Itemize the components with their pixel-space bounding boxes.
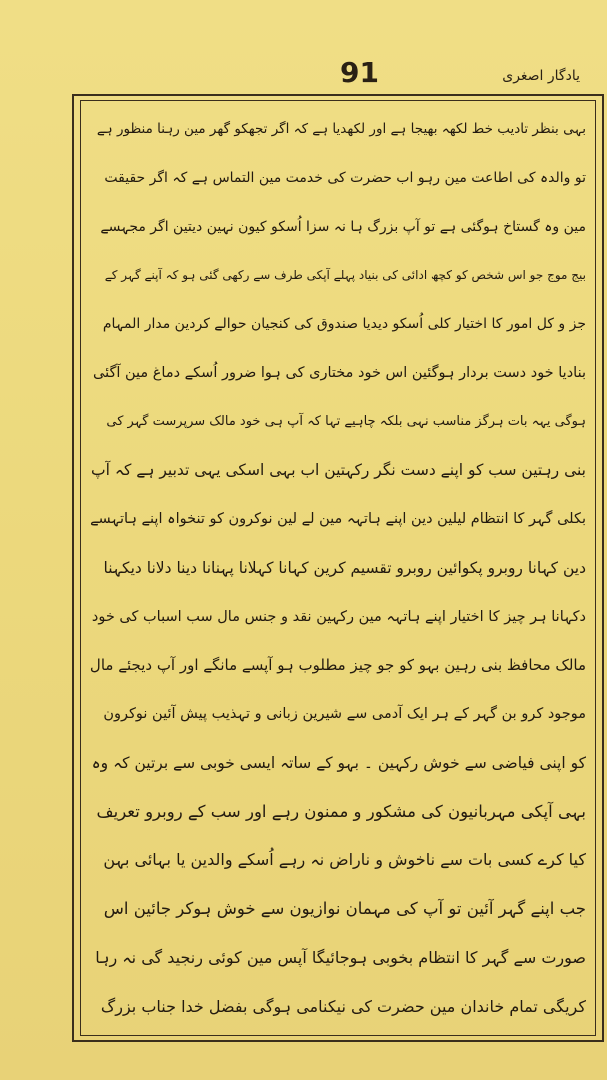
text-line: صورت سے گہر کا انتظام بخوبی ہوجائیگا آپس مین کوئی رنجید گی نہ رہا	[95, 948, 586, 968]
text-line: مالک محافظ بنی رہین بہو کو جو چیز مطلوب ہو آپسے مانگے اور آپ دیجئے مال	[90, 656, 586, 675]
text-line: بکلی گہر کا انتظام لیلین دین اپنے ہاتہہ مین لے لین نوکرون کو تنخواہ اپنے ہاتہسے	[90, 511, 586, 528]
text-line: بنادیا خود دست بردار ہوگئین اس خود مختاری کی ہوا ضرور اُسکے دماغ مین آگئی	[92, 364, 586, 381]
text-line: کو اپنی فیاضی سے خوش رکہین ۔ بہو کے ساتہ ایسی خوبی سے برتین کہ وہ	[91, 753, 586, 772]
text-line: بیج موج جو اس شخص کو کچھ ادائی کی بنیاد پہلے آپکی طرف سے رکھی گئی ہو کہ آپنے گہر کے	[104, 268, 586, 283]
text-line: جز و کل امور کا اختیار کلی اُسکو دیدیا صندوق کی کنجیان حوالے کردین مدار المہام	[102, 316, 586, 333]
text-line: تو والدہ کی اطاعت مین رہو اب حضرت کی خدمت مین التماس ہے کہ اگر حقیقت	[104, 169, 586, 186]
body-text	[90, 108, 586, 1028]
text-line: جب اپنے گہر آئین تو آپ کی مہمان نوازیون سے خوش ہوکر جائین اس	[103, 899, 586, 919]
text-line: دکہانا ہر چیز کا اختیار اپنے ہاتہہ مین رکہین نقد و جنس مال سب اسباب کی خود	[91, 608, 586, 625]
text-line: کریگی تمام خاندان مین حضرت کی نیکنامی ہوگی بفضل خدا جناب بزرگ	[100, 996, 586, 1016]
running-title: یادگار اصغری	[502, 68, 580, 84]
text-line: بہی آپکی مہربانیون کی مشکور و ممنون رہے اور سب کے روبرو تعریف	[96, 801, 586, 821]
text-line: موجود کرو بن گہر کے ہر ایک آدمی سے شیرین زبانی و تہذیب پیش آئین نوکرون	[103, 706, 586, 723]
text-line: بنی رہتین سب کو اپنے دست نگر رکہتین اب بہی اسکی یہی تدبیر ہے کہ آپ	[91, 461, 586, 480]
page-number: 91	[340, 56, 379, 89]
text-line: دین کہانا روبرو پکوائین روبرو تقسیم کرین کہانا کہلانا پہنانا دینا دلانا دیکہنا	[103, 558, 586, 577]
page-header	[40, 56, 580, 96]
text-line: ہوگی یہہ بات ہرگز مناسب نہی بلکہ چاہیے تہا کہ آپ ہی خود مالک سرپرست گہر کی	[106, 413, 586, 429]
text-line: مین وہ گستاخ ہوگئی ہے تو آپ بزرگ ہا نہ سزا اُسکو کیون نہین دیتین اگر مجہسے	[100, 218, 586, 235]
text-line: بہی بنظر تادیب خط لکھہ بھیجا ہے اور لکھدیا ہے کہ اگر تجھکو گھر مین رہنا منظور ہے	[96, 121, 586, 137]
text-line: کیا کرے کسی بات سے ناخوش و ناراض نہ رہے اُسکے والدین یا بہائی بہن	[103, 850, 586, 870]
